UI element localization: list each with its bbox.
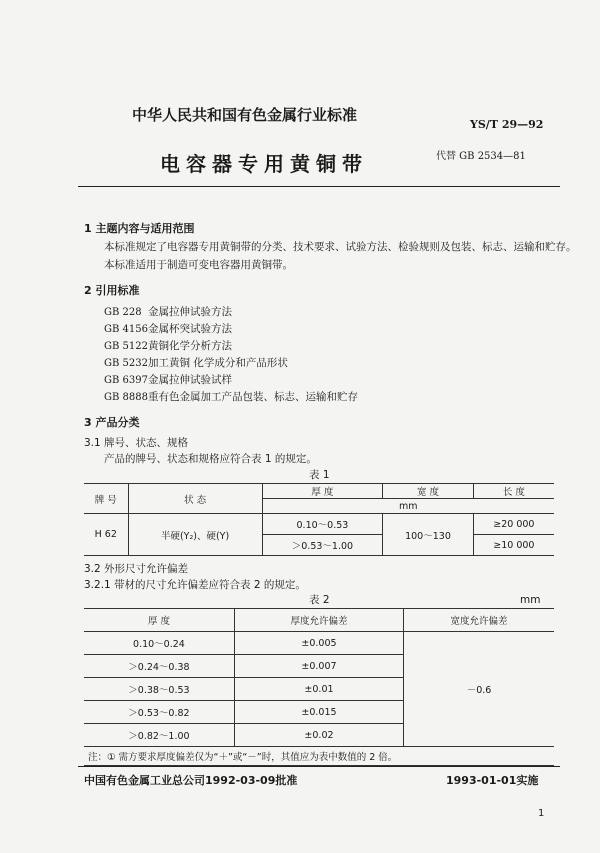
section-3-2-1-heading: 3.2.1 带材的尺寸允许偏差应符合表 2 的规定。 <box>84 579 306 591</box>
ref-name: 金属拉伸试验方法 <box>148 306 232 318</box>
table-1-caption: 表 1 <box>309 469 330 481</box>
t2-header-thickness: 厚 度 <box>84 609 234 632</box>
t1-thickness-1: 0.10～0.53 <box>262 514 383 535</box>
t2-thickness-tol: ±0.02 <box>234 724 403 747</box>
ref-code: GB 4156 <box>104 324 148 335</box>
t2-thickness: 0.10～0.24 <box>84 632 234 655</box>
section-3-heading: 3 产品分类 <box>84 416 140 429</box>
t1-state: 半硬(Y₂)、硬(Y) <box>128 514 262 556</box>
ref-item <box>104 321 232 336</box>
section-3-1-heading: 3.1 牌号、状态、规格 <box>84 437 189 449</box>
page-number: 1 <box>538 808 545 819</box>
ref-item <box>104 338 232 353</box>
standard-type: 中华人民共和国有色金属行业标准 <box>132 106 358 124</box>
document-title: 电容器专用黄铜带 <box>160 152 368 176</box>
footer-rule <box>78 766 560 767</box>
ref-name: 金属杯突试验方法 <box>148 323 232 335</box>
t1-header-state: 状 态 <box>128 484 262 514</box>
header-rule <box>78 186 560 187</box>
ref-code: GB 5122 <box>104 341 148 352</box>
ref-item <box>104 389 358 404</box>
ref-name: 黄铜化学分析方法 <box>148 340 232 352</box>
section-3-2-heading: 3.2 外形尺寸允许偏差 <box>84 563 189 575</box>
ref-item <box>104 355 288 370</box>
table-2-caption: 表 2 <box>309 594 330 606</box>
t2-thickness-tol: ±0.007 <box>234 655 403 678</box>
section-2-heading: 2 引用标准 <box>84 284 140 297</box>
t2-width-tol: －0.6 <box>404 632 554 747</box>
t1-thickness-2: ＞0.53～1.00 <box>262 535 383 556</box>
t1-header-grade: 牌 号 <box>84 484 128 514</box>
t1-width: 100～130 <box>383 514 474 556</box>
table-2 <box>84 608 554 766</box>
replaces-note: 代替 GB 2534—81 <box>436 151 526 162</box>
t1-length-2: ≥10 000 <box>473 535 554 556</box>
ref-code: GB 5232 <box>104 358 148 369</box>
t2-thickness: ＞0.24～0.38 <box>84 655 234 678</box>
issuer: 中国有色金属工业总公司1992-03-09批准 <box>84 774 298 787</box>
section-1-para-2: 本标准适用于制造可变电容器用黄铜带。 <box>104 259 293 271</box>
t2-thickness: ＞0.53～0.82 <box>84 701 234 724</box>
ref-code: GB 228 <box>104 307 142 318</box>
section-1-para-1: 本标准规定了电容器专用黄铜带的分类、技术要求、试验方法、检验规则及包装、标志、运输和贮存。 <box>104 241 577 253</box>
table-1 <box>84 483 554 556</box>
table-row <box>84 632 554 655</box>
t1-header-length: 长 度 <box>473 484 554 499</box>
table-2-unit: mm <box>520 594 541 606</box>
t1-header-thickness: 厚 度 <box>262 484 383 499</box>
t2-thickness-tol: ±0.01 <box>234 678 403 701</box>
ref-item <box>104 304 232 319</box>
ref-code: GB 8888 <box>104 392 148 403</box>
t1-length-1: ≥20 000 <box>473 514 554 535</box>
ref-name: 重有色金属加工产品包装、标志、运输和贮存 <box>148 391 358 403</box>
t2-thickness: ＞0.38～0.53 <box>84 678 234 701</box>
ref-name: 金属拉伸试验试样 <box>148 374 232 386</box>
t2-header-thickness-tol: 厚度允许偏差 <box>234 609 403 632</box>
t2-note: 注：① 需方要求厚度偏差仅为“＋”或“－”时，其值应为表中数值的 2 倍。 <box>84 747 554 766</box>
t1-header-width: 宽 度 <box>383 484 474 499</box>
t2-thickness-tol: ±0.015 <box>234 701 403 724</box>
t1-grade: H 62 <box>84 514 128 556</box>
section-1-heading: 1 主题内容与适用范围 <box>84 222 195 235</box>
t2-header-width-tol: 宽度允许偏差 <box>404 609 554 632</box>
ref-name: 加工黄铜 化学成分和产品形状 <box>148 357 288 369</box>
t2-thickness: ＞0.82～1.00 <box>84 724 234 747</box>
t2-thickness-tol: ±0.005 <box>234 632 403 655</box>
ref-code: GB 6397 <box>104 375 148 386</box>
standard-code: YS/T 29—92 <box>470 118 544 131</box>
ref-item <box>104 372 232 387</box>
section-3-1-text: 产品的牌号、状态和规格应符合表 1 的规定。 <box>104 453 317 465</box>
t1-unit: mm <box>262 499 554 514</box>
effective-date: 1993-01-01实施 <box>446 774 539 787</box>
